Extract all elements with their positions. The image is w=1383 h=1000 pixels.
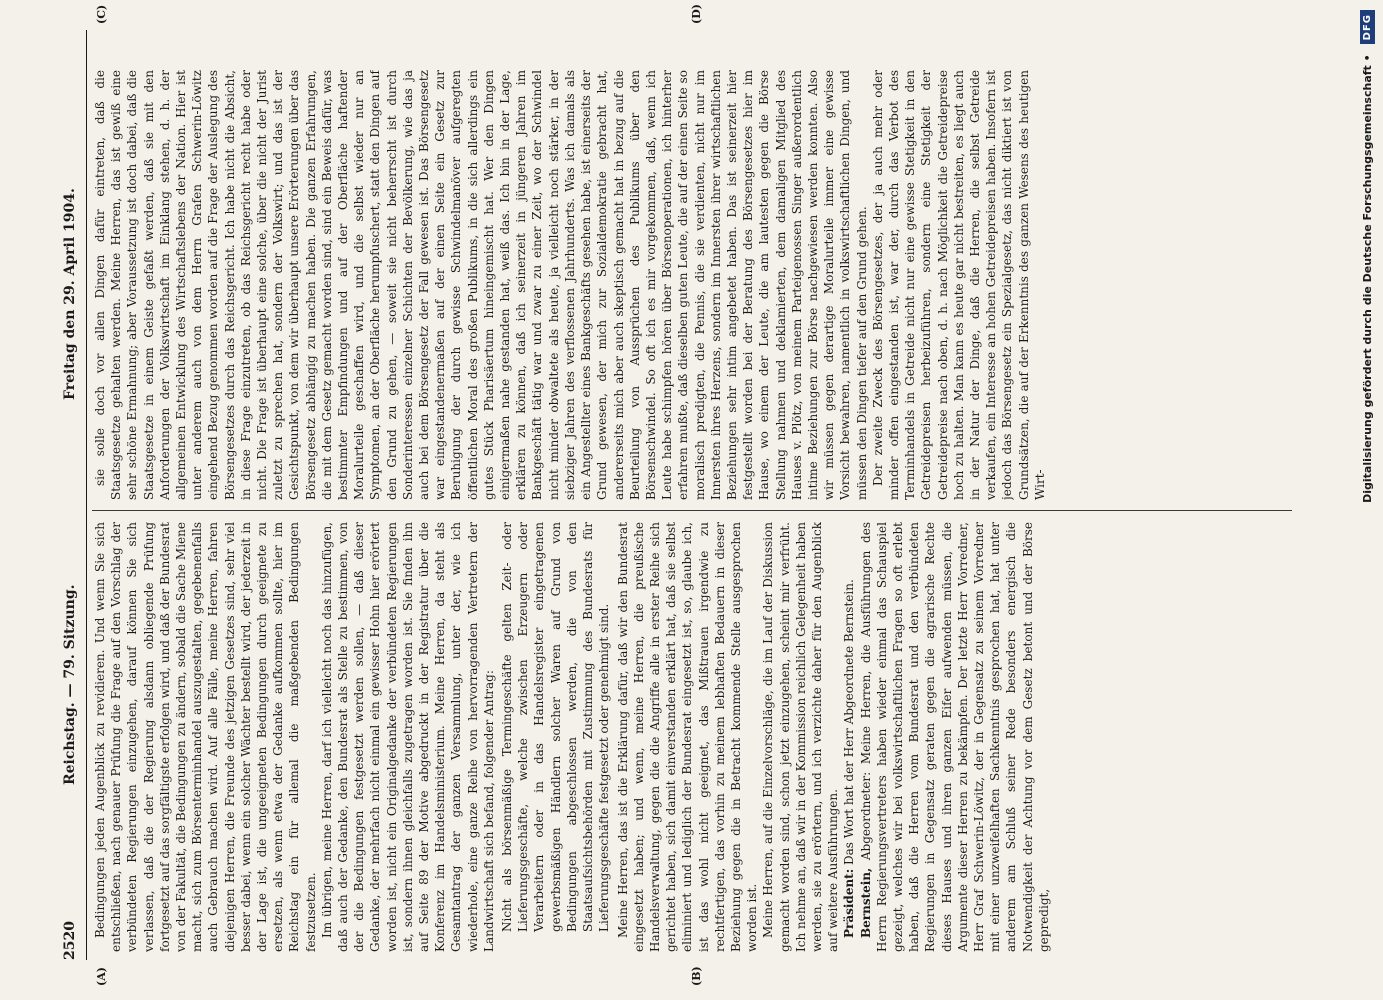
dfg-logo-icon: DFG [1360, 10, 1375, 44]
funding-credit [1355, 0, 1379, 1000]
side-credit-strip [1355, 0, 1383, 1000]
speech-text: Abgeordneter: Meine Herren, die Ausführungen des Herrn Regierungsvertreters haben wieder einmal das Schauspiel gezeigt, welches wir bei volkswirtschaftlichen Fragen so oft erlebt haben, daß die Herren vom Bundesrat und den verbündeten Regierungen in Gegensatz geraten gegen die agrarische Rechte dieses Hauses und ihren ganzen Eifer aufwenden müssen, die Argumente dieser Herren zu bekämpfen. Der letzte Herr Vorredner, Herr Graf Schwerin-Löwitz, der in Gegensatz zu seinem Vorredner mit einer unzweifelhaften Sachkenntnis gesprochen hat, hat unter anderem am Schluß seiner Rede besonders energisch die Notwendigkeit der Achtung vor dem Gesetz betont und der Börse gepredigt, [858, 522, 1051, 952]
margin-mark-b: (B) [690, 966, 703, 986]
column-divider [92, 510, 1292, 511]
margin-mark-a: (A) [95, 967, 108, 986]
paragraph: Meine Herren, auf die Einzelvorschläge, die im Lauf der Diskussion gemacht worden sind, schon jetzt einzugehen, scheint mir verfrüht. Ich nehme an, daß wir in der Kommission reichlich Gelegenheit haben werden, sie zu erörtern, und ich verzichte daher für den Augenblick auf weitere Ausführungen. [761, 522, 841, 952]
margin-mark-c: (C) [95, 4, 108, 24]
paragraph [841, 522, 857, 952]
header-rule [86, 30, 87, 960]
left-column [92, 522, 1292, 952]
page-number: 2520 [62, 921, 78, 960]
page-header [62, 30, 84, 960]
paragraph: sie solle doch vor allen Dingen dafür eintreten, daß die Staatsgesetze gehalten werden. Meine Herren, das ist gewiß eine sehr schöne Ermahnung; aber Voraussetzung ist doch dabei, daß die Staatsgesetze in einem Geiste gefaßt werden, daß sie mit den Anforderungen der Volkswirtschaft im Einklang stehen, d. h. der allgemeinen Entwicklung des Wirtschaftslebens der Nation. Hier ist unter anderem auch von dem Herrn Grafen Schwerin-Löwitz eingehend Bezug genommen worden auf die Frage der Auslegung des Börsengesetzes durch das Reichsgericht. Ich habe nicht die Absicht, in diese Frage einzutreten, ob das Reichsgericht recht habe oder nicht. Die Frage ist überhaupt eine solche, über die nicht der Jurist zuletzt zu sprechen hat, sondern der Volkswirt; und das ist der Gesichtspunkt, von dem wir überhaupt unsere Erörterungen über das Börsengesetz abhängig zu machen haben. Die ganzen Erfahrungen, die mit dem Gesetz gemacht worden sind, sind ein Beweis dafür, was bestimmter Empfindungen und auf der Oberfläche haftender Moralurteile geschaffen wird, und die selbst wieder nur an Symptomen, an der Oberfläche herumpfuschert, statt den Dingen auf den Grund zu gehen, — soweit sie nicht beherrscht ist durch Sonderinteressen einzelner Schichten der Bevölkerung, wie das ja auch bei dem Börsengesetz der Fall gewesen ist. Das Börsengesetz war eingestandenermaßen auf der einen Seite ein Gesetz zur Beruhigung der durch gewisse Schwindelmanöver aufgeregten öffentlichen Moral des großen Publikums, in die sich allerdings ein gutes Stück Pharisäertum hineingemischt hat. Wer den Dingen einigermaßen nahe gestanden hat, weiß das. Ich bin in der Lage, erklären zu können, daß ich seinerzeit in jüngeren Jahren im Bankgeschäft tätig war und zwar zu einer Zeit, wo der Schwindel nicht minder obwaltete als heute, ja vielleicht noch stärker, in der siebziger Jahren des verflossenen Jahrhunderts. Was ich damals als ein Angestellter eines Bankgeschäfts gesehen habe, ist einerseits der Grund gewesen, der mich zur Sozialdemokratie gebracht hat, andererseits mich aber auch skeptisch gemacht hat in bezug auf die Beurteilung von Aussprüchen des Publikums über den Börsenschwindel. So oft ich es mir vorgekommen, daß, wenn ich Leute habe schimpfen hören über Börsenoperationen, ich hinterher erfahren mußte, daß dieselben guten Leute, die auf der einen Seite so moralisch predigten, die Pennis, die sie verdienten, nicht nur im Innersten ihres Herzens, sondern im Innersten ihrer wirtschaftlichen Beziehungen sehr intim angebetet haben. Das ist seinerzeit hier festgestellt worden bei der Beratung des Börsengesetzes hier im Hause, wo einem der Leute, die am lautesten gegen die Börse Stellung nahmen und deklamierten, dem damaligen Mitglied des Hauses v. Plötz, von meinem Parteigenossen Singer außerordentlich intime Beziehungen zur Börse nachgewiesen werden konnten. Also wir müssen gegen derartige Moralurteile immer eine gewisse Vorsicht bewahren, namentlich in volkswirtschaftlichen Dingen, und müssen den Dingen tiefer auf den Grund gehen. [93, 70, 869, 500]
paragraph: Meine Herren, das ist die Erklärung dafür, daß wir den Bundesrat eingesetzt haben; und wenn, meine Herren, die preußische Handelsverwaltung, gegen die die Angriffe alle in erster Reihe sich gerichtet haben, sich damit einverstanden erklärt hat, daß sie selbst eliminiert und lediglich der Bundesrat eingesetzt ist, so, glaube ich, ist das wohl nicht geeignet, das Mißtrauen irgendwie zu rechtfertigen, das vorhin zu meinem lebhaften Bedauern in dieser Beziehung gegen die in Betracht kommende Stelle ausgesprochen worden ist. [615, 522, 760, 952]
session-title: Reichstag. — 79. Sitzung. [62, 584, 78, 785]
paragraph: Der zweite Zweck des Börsengesetzes, der ja auch mehr oder minder offen eingestanden ist, war der, durch das Verbot des Terminhandels in Getreide nicht nur eine gewisse Stetigkeit in den Getreidepreisen herbeizuführen, sondern eine Stetigkeit der Getreidepreise nach oben, d. h. nach Möglichkeit die Getreidepreise hoch zu halten. Man kann es heute gar nicht bestreiten, es liegt auch in der Natur der Dinge, daß die Herren, die selbst Getreide verkaufen, ein Interesse an hohen Getreidepreisen haben. Insofern ist jedoch das Börsengesetz ein Spezialgesetz, das nicht diktiert ist von Grundsätzen, die auf der Erkenntnis des ganzen Wesens des heutigen Wirt- [870, 70, 1047, 500]
paragraph [858, 522, 1052, 952]
right-column [92, 70, 1292, 500]
paragraph: Bedingungen jeden Augenblick zu revidieren. Und wenn Sie sich entschließen, nach genauer Prüfung die Frage auf den Vorschlag der verbündeten Regierungen einzugehen, darauf können Sie sich verlassen, daß die der Regierung alsdann obliegende Prüfung fortgesetzt auf das sorgfältigste erfolgen wird, und daß der Bundesrat von der Fakultät, die Bedingungen zu ändern, sobald die Sache Miene macht, sich zum Börsenterminhandel auszugestalten, gegebenenfalls auch Gebrauch machen wird. Auf alle Fälle, meine Herren, fahren diejenigen Herren, die Freunde des jetzigen Gesetzes sind, sehr viel besser dabei, wenn ein solcher Wächter bestellt wird, der jederzeit in der Lage ist, die ungeeigneten Bedingungen durch geeignete zu ersetzen, als wenn etwa der Gedanke aufkommen sollte, hier im Reichstag ein für allemal die maßgebenden Bedingungen festzusetzen. [93, 522, 318, 952]
paragraph: Im übrigen, meine Herren, darf ich vielleicht noch das hinzufügen, daß auch der Gedanke, den Bundesrat als Stelle zu bestimmen, von der die Bedingungen festgesetzt werden sollen, — daß dieser Gedanke, der mehrfach nicht einmal ein gewisser Hohn hier erörtert worden ist, nicht ein Originalgedanke der verbündeten Regierungen ist, sondern ihnen gleichfalls zugetragen worden ist. Sie finden ihn auf Seite 89 der Motive abgedruckt in der Registratur über die Konferenz im Handelsministerium. Meine Herren, da steht als Gesamtantrag der ganzen Versammlung, unter der, wie ich wiederhole, eine ganze Reihe von hervorragenden Vertretern der Landwirtschaft sich befand, folgender Antrag: [319, 522, 496, 952]
margin-mark-d: (D) [690, 4, 703, 24]
motion-quote: Nicht als börsenmäßige Termingeschäfte gelten Zeit- oder Lieferungsgeschäfte, welche zwischen Erzeugern oder Verarbeitern oder in das Handelsregister eingetragenen gewerbsmäßigen Händlern solcher Waren auf Grund von Bedingungen abgeschlossen werden, die von den Staatsaufsichtsbehörden mit Zustimmung des Bundesrats für Lieferungsgeschäfte festgesetzt oder genehmigt sind. [500, 522, 612, 932]
credit-text: Digitalisierung gefördert durch die Deutsche Forschungsgemeinschaft • [1360, 54, 1374, 503]
speaker-name: Präsident: [842, 868, 857, 938]
speech-text: Das Wort hat der Herr Abgeordnete Bernstein. [842, 579, 857, 865]
session-date: Freitag den 29. April 1904. [62, 188, 78, 400]
speaker-name: Bernstein, [858, 867, 873, 938]
